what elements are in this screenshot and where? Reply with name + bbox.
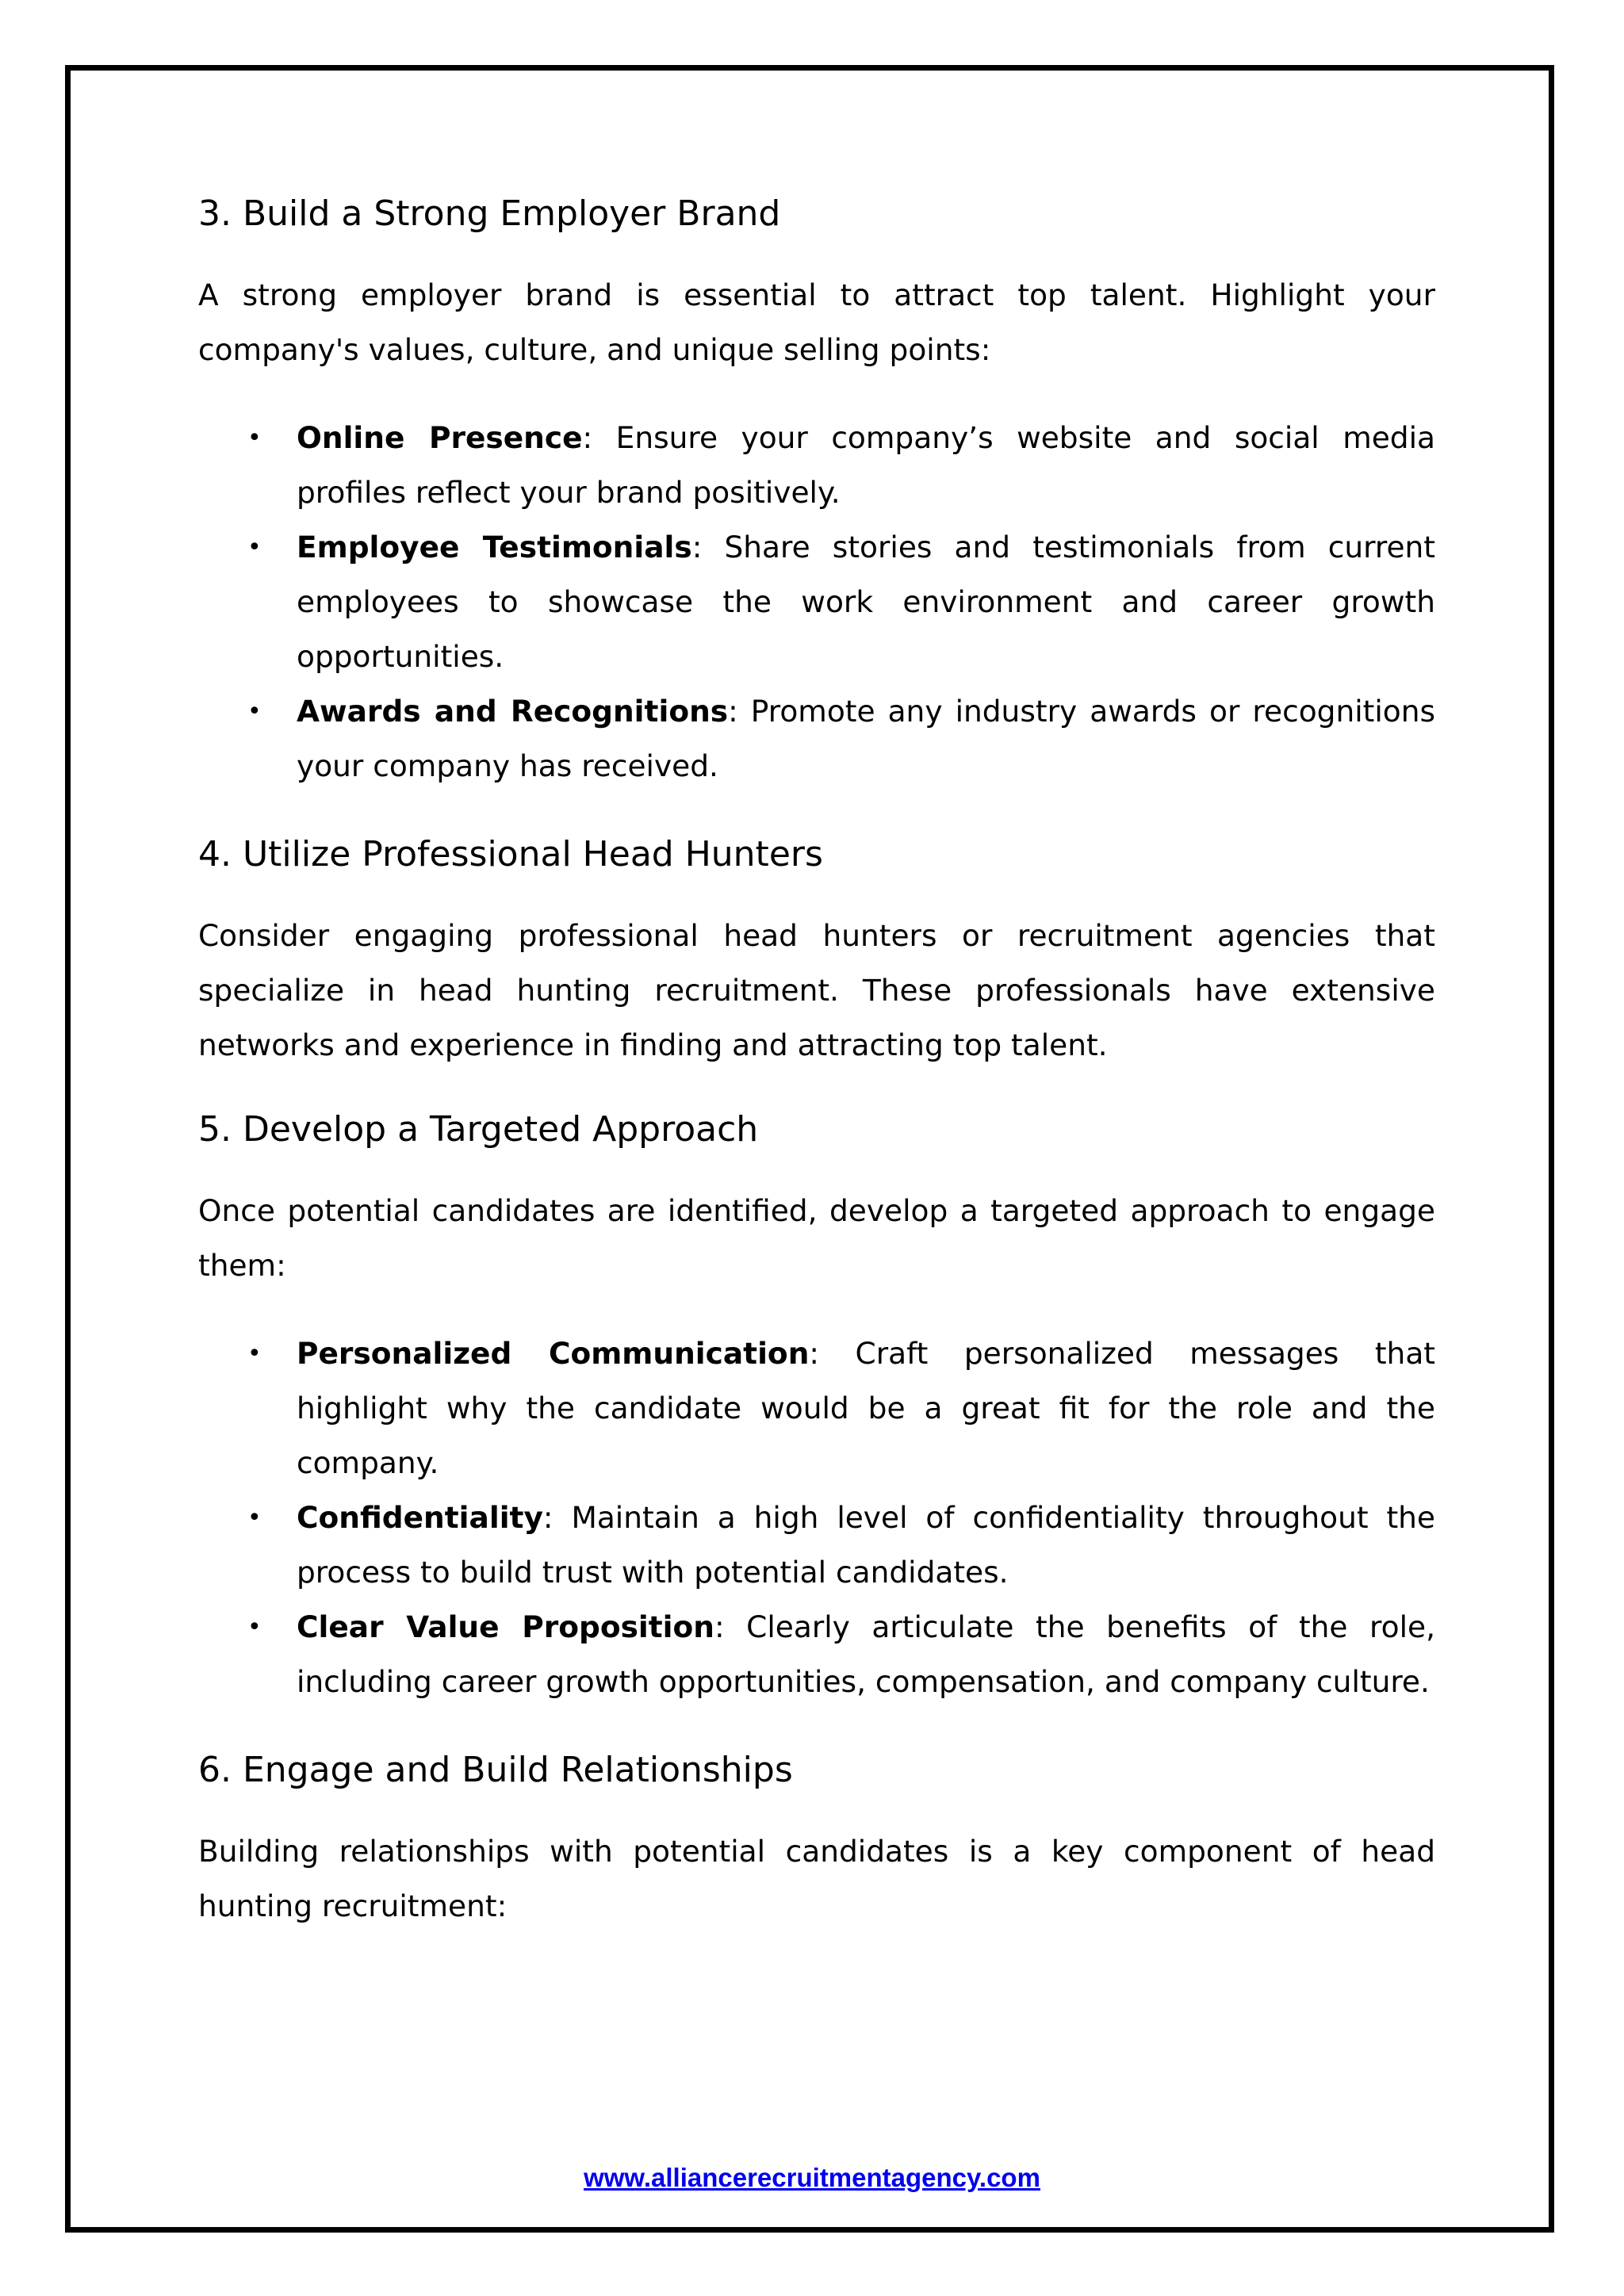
bullet-icon: • — [247, 1340, 262, 1368]
bullet-term: Personalized Communication — [297, 1336, 810, 1371]
bullet-list — [198, 1326, 1435, 1709]
bullet-term: Employee Testimonials — [297, 530, 692, 564]
section-paragraph: A strong employer brand is essential to attract top talent. Highlight your company's values, culture, and unique selling points: — [198, 277, 1435, 367]
bullet-text: : Ensure your company’s website and social media profiles reflect your brand positively. — [297, 420, 1435, 510]
bullet-item — [198, 411, 1435, 520]
section-heading: 5. Develop a Targeted Approach — [198, 1109, 759, 1150]
bullet-list — [198, 411, 1435, 794]
bullet-item — [198, 1490, 1435, 1600]
section-heading: 4. Utilize Professional Head Hunters — [198, 834, 823, 874]
footer-website-link[interactable]: www.alliancerecruitmentagency.com — [584, 2163, 1040, 2192]
bullet-term: Awards and Recognitions — [297, 694, 729, 729]
section-heading: 6. Engage and Build Relationships — [198, 1750, 793, 1790]
bullet-item — [198, 1600, 1435, 1709]
bullet-text: : Maintain a high level of confidentiality throughout the process to build trust with potential candidates. — [297, 1500, 1435, 1590]
section-paragraph: Building relationships with potential candidates is a key component of head hunting recruitment: — [198, 1834, 1435, 1923]
bullet-item — [198, 684, 1435, 794]
bullet-term: Online Presence — [297, 420, 583, 455]
section-paragraph: Consider engaging professional head hunters or recruitment agencies that specialize in head hunting recruitment. These professionals have extensive networks and experience in finding and attracting top talent. — [198, 918, 1435, 1062]
bullet-term: Clear Value Proposition — [297, 1609, 714, 1644]
bullet-text: : Craft personalized messages that highlight why the candidate would be a great fit for the role and the company. — [297, 1336, 1435, 1480]
section-heading: 3. Build a Strong Employer Brand — [198, 193, 781, 234]
bullet-icon: • — [247, 1504, 262, 1532]
bullet-icon: • — [247, 424, 262, 452]
bullet-icon: • — [247, 698, 262, 725]
bullet-text: : Clearly articulate the benefits of the role, including career growth opportunities, compensation, and company culture. — [297, 1609, 1435, 1699]
bullet-item — [198, 520, 1435, 684]
bullet-icon: • — [247, 534, 262, 561]
bullet-text: : Promote any industry awards or recognitions your company has received. — [297, 694, 1435, 783]
bullet-text: : Share stories and testimonials from current employees to showcase the work environment and career growth opportunities. — [297, 530, 1435, 674]
bullet-term: Confidentiality — [297, 1500, 543, 1535]
bullet-icon: • — [247, 1613, 262, 1641]
bullet-item — [198, 1326, 1435, 1490]
section-paragraph: Once potential candidates are identified, develop a targeted approach to engage them: — [198, 1193, 1435, 1283]
document-body — [198, 190, 1435, 1967]
